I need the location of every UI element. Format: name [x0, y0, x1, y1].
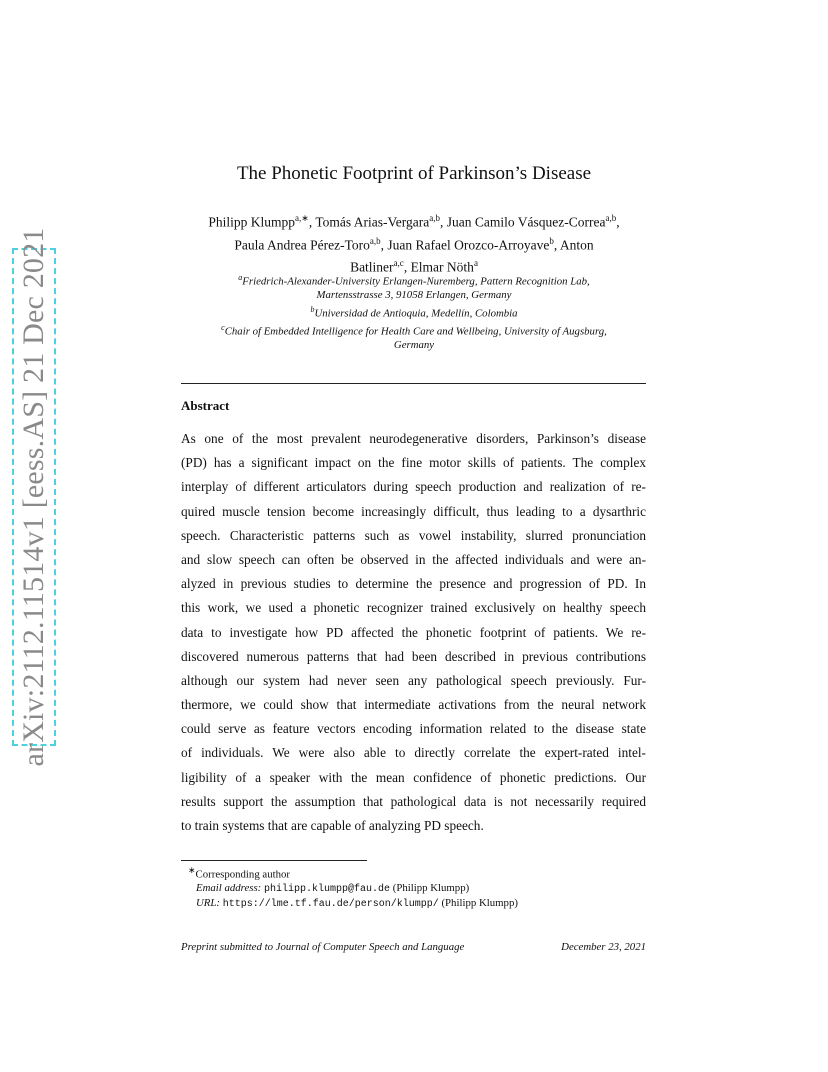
author-name: Juan Rafael Orozco-Arroyave [387, 237, 550, 252]
affiliation-mark: a [238, 273, 243, 282]
email-link[interactable]: philipp.klumpp@fau.de [263, 884, 391, 896]
author-affil-mark: b [549, 235, 554, 246]
url-link[interactable]: https://lme.tf.fau.de/person/klumpp/ [222, 899, 439, 911]
url-label: URL: [196, 897, 220, 910]
abstract-line: alyzed in previous studies to determine the presence and progression of PD. In [181, 576, 646, 592]
footnotes [188, 864, 518, 912]
abstract-line: this work, we used a phonetic recognizer trained exclusively on healthy speech [181, 600, 646, 616]
affiliation-line [180, 321, 648, 339]
author-separator: , [403, 259, 411, 275]
affiliation-line [180, 339, 648, 353]
author-name: Elmar Nöth [410, 259, 474, 275]
affiliation-text: Germany [393, 338, 435, 351]
footer-date: December 23, 2021 [561, 941, 646, 953]
author-separator: , [440, 214, 447, 230]
author-affil-mark: a [473, 258, 478, 268]
author-name: Tomás Arias-Vergara [315, 214, 430, 230]
abstract-line: to train systems that are capable of analyzing PD speech. [181, 818, 484, 833]
footnote-mark: ∗ [188, 865, 196, 875]
author-separator: , [380, 237, 388, 252]
author-separator: , [308, 214, 316, 230]
abstract-line: data to investigate how PD affected the phonetic footprint of patients. We re- [181, 624, 646, 640]
author-affil-mark: a,b [369, 235, 381, 246]
affiliation-line [180, 289, 648, 303]
abstract-line: discovered numerous patterns that had been described in previous contributions [181, 648, 646, 664]
paper-title: The Phonetic Footprint of Parkinson’s Disease [236, 163, 592, 184]
abstract-top-rule [181, 383, 646, 384]
abstract-line: although our system had never seen any pathological speech previously. Fur- [181, 672, 646, 688]
author-affil-mark: a,b [429, 213, 440, 223]
abstract-line: quired muscle tension become increasingly difficult, thus leading to a dysarthric [181, 503, 646, 519]
abstract-line: (PD) has a significant impact on the fine motor skills of patients. The complex [181, 455, 646, 471]
footnote-url [196, 897, 518, 912]
author-affil-mark: a,b [605, 213, 617, 223]
abstract-line: results support the assumption that pathological data is not necessarily required [181, 793, 646, 809]
author-line [180, 232, 648, 255]
abstract-line: of individuals. We were also able to directly correlate the expert-rated intel- [181, 745, 646, 761]
abstract-body [181, 427, 646, 838]
abstract-line: As one of the most prevalent neurodegenerative disorders, Parkinson’s disease [181, 431, 646, 446]
affiliation-text: Martensstrasse 3, 91058 Erlangen, Germany [316, 289, 512, 302]
abstract-line: speech. Characteristic patterns such as vowel instability, slurred pronunciation [181, 527, 646, 543]
affiliations [180, 271, 648, 352]
abstract-line: and slow speech can often be observed in the affected individuals and were an- [181, 551, 646, 567]
author-separator: , Anton [553, 237, 594, 252]
footnote-corresponding [188, 864, 518, 882]
footnote-rule [181, 860, 367, 861]
affiliation-text: Friedrich-Alexander-University Erlangen-Nuremberg, Pattern Recognition Lab, [242, 275, 590, 288]
author-name: Juan Camilo Vásquez-Correa [446, 214, 606, 230]
footnote-email [196, 882, 518, 897]
arxiv-stamp-text: arXiv:2112.11514v1 [eess.AS] 21 Dec 2021 [17, 227, 50, 767]
author-affil-mark: a,∗ [295, 213, 309, 223]
abstract-line: thermore, we could show that intermediate activations from the neural network [181, 697, 646, 713]
abstract-line: could serve as feature vectors encoding information related to the disease state [181, 721, 646, 737]
email-owner: (Philipp Klumpp) [392, 882, 470, 895]
author-name: Philipp Klumpp [208, 214, 296, 230]
affiliation-text: Universidad de Antioquia, Medellín, Colombia [314, 307, 518, 320]
author-line [180, 209, 648, 232]
author-name: Batliner [350, 259, 394, 275]
affiliation-line [180, 303, 648, 321]
author-list [180, 209, 648, 277]
affiliation-mark: b [310, 304, 315, 314]
footer-preprint-note: Preprint submitted to Journal of Computer Speech and Language [181, 941, 465, 953]
author-name: Paula Andrea Pérez-Toro [234, 237, 370, 252]
footnote-corresponding-text: Corresponding author [195, 868, 291, 881]
author-separator: , [616, 214, 620, 230]
abstract-line: interplay of different articulators during speech production and realization of re- [181, 479, 646, 495]
affiliation-mark: c [221, 322, 225, 332]
affiliation-line [180, 271, 648, 289]
email-label: Email address: [196, 882, 262, 895]
abstract-heading: Abstract [181, 398, 230, 413]
author-affil-mark: a,c [393, 258, 404, 268]
abstract-line: ligibility of a speaker with the mean confidence of phonetic predictions. Our [181, 769, 646, 785]
affiliation-text: Chair of Embedded Intelligence for Health Care and Wellbeing, University of Augsburg, [224, 325, 607, 338]
arxiv-stamp [12, 227, 56, 767]
url-owner: (Philipp Klumpp) [441, 897, 518, 910]
